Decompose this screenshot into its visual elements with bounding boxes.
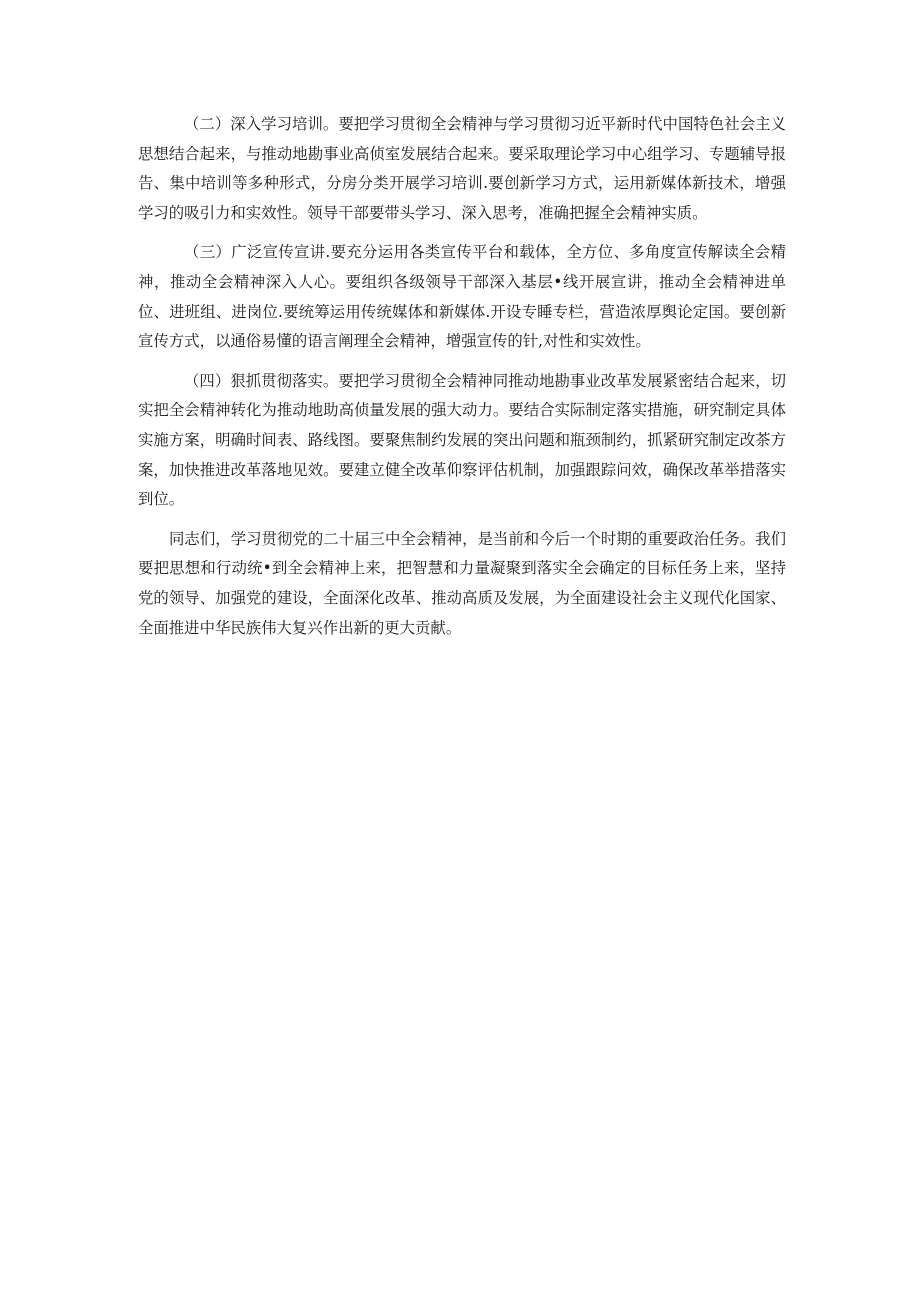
document-body bbox=[138, 110, 786, 653]
paragraph-implementation: （四）狠抓贯彻落实。要把学习贯彻全会精神同推动地勘事业改革发展紧密结合起来，切实把全会精神转化为推动地助高侦量发展的强大动力。要结合实际制定落实措施，研究制定具体实施方案，明确时间表、路线图。要聚焦制约发展的突出问题和瓶颈制约，抓紧研究制定改茶方案，加快推进改革落地见效。要建立健全改革仰察评估机制，加强跟踪问效，确保改革举措落实到位。 bbox=[138, 371, 786, 509]
paragraph-publicity: （三）广泛宣传宣讲.要充分运用各类宣传平台和载体，全方位、多角度宣传解读全会精神，推动全会精神深入人心。要组织各级领导干部深入基层•线开展宣讲，推动全会精神进单位、进班组、进岗位.要统筹运用传统媒体和新媒体.开设专睡专栏，营造浓厚舆论定国。要创新宣传方式，以通俗易懂的语言阐理全会精神，增强宣传的针,对性和实效性。 bbox=[138, 243, 786, 351]
paragraph-study-training: （二）深入学习培训。要把学习贯彻全会精神与学习贯彻习近平新时代中国特色社会主义思想结合起来，与推动地勘事业高侦室发展结合起来。要采取理论学习中心组学习、专题辅导报告、集中培训等多种形式，分房分类开展学习培训.要创新学习方式，运用新媒体新技术，增强学习的吸引力和实效性。领导干部要带头学习、深入思考，准确把握全会精神实质。 bbox=[138, 115, 786, 222]
paragraph-closing: 同志们，学习贯彻党的二十届三中全会精神，是当前和今后一个时期的重要政治任务。我们要把思想和行动统•到全会精神上来，把智慧和力量凝聚到落实全会确定的目标任务上来，坚持党的领导、加强党的建设，全面深化改革、推动高质及发展，为全面建设社会主义现代化国家、全面推进中华民族伟大复兴作出新的更大贡献。 bbox=[138, 529, 786, 637]
